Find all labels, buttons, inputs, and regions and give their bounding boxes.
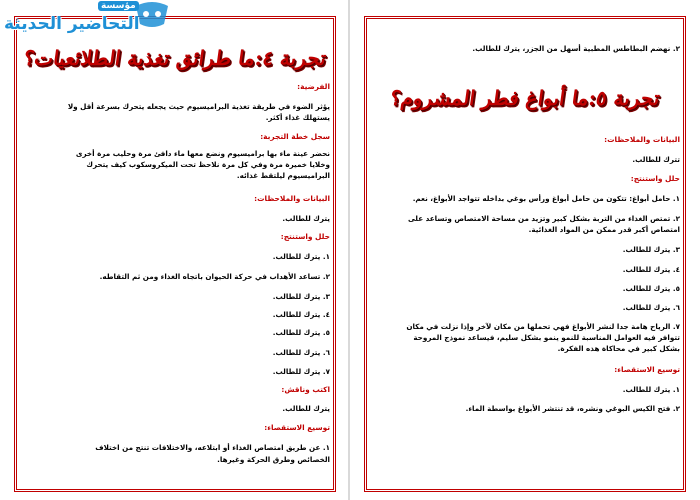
analysis-item: ٧. الرياح هامة جدا لنشر الأبواغ فهي تحملها من مكان لآخر وإذا نزلت في مكان [406, 322, 680, 331]
plan-line-1: نحضر عينة ماء بها براميسيوم ونضع معها ماء دافئ مرة وحليب مرة أخرى [75, 149, 330, 158]
analysis-item: ١. يترك للطالب. [272, 252, 330, 261]
analysis-heading: حلل واستنتج: [280, 232, 330, 241]
analysis-item: ٥. يترك للطالب. [272, 328, 330, 337]
hypothesis-line-2: يستهلك غذاء أكثر. [265, 113, 330, 122]
experiment-5-title: تجربة ٥:ما أبواغ فطر المشروم؟ [388, 86, 662, 110]
hypothesis-line-1: يؤثر الضوء في طريقة تغذية البراميسيوم حيث يجعله يتحرك بسرعة أقل ولا [67, 102, 330, 111]
data-heading: البيانات والملاحظات: [604, 135, 680, 144]
right-page [356, 6, 694, 494]
analysis-item: ٦. يترك للطالب. [622, 303, 680, 312]
analysis-item-cont: بشكل كبير في محاكاة هذه الفكرة. [557, 344, 680, 353]
left-page [6, 6, 344, 494]
logo-title: التحاضير الحديثة [4, 14, 140, 34]
logo-subtitle: مؤسسة [98, 1, 139, 11]
analysis-item: ٣. يترك للطالب. [272, 292, 330, 301]
data-text: تترك للطالب. [632, 155, 680, 164]
analysis-item: ٣. يترك للطالب. [622, 245, 680, 254]
plan-line-2: وخلايا خميرة مرة وفي كل مرة نلاحظ تحت الميكروسكوب كيف يتحرك [86, 160, 330, 169]
analysis-heading: حلل واستنتج: [630, 174, 680, 183]
expand-item: ١. يترك للطالب. [622, 385, 680, 394]
publisher-logo [0, 0, 175, 42]
analysis-item: ٤. يترك للطالب. [622, 265, 680, 274]
analysis-item: ٤. يترك للطالب. [272, 310, 330, 319]
expand-heading: توسيع الاستقصاء: [264, 423, 330, 432]
expand-heading: توسيع الاستقصاء: [614, 365, 680, 374]
analysis-item-cont: تتوافر فيه العوامل المناسبة للنمو ينمو بشكل سليم، فيساعد نموذج المروحة [413, 333, 680, 342]
hypothesis-heading: الفرضية: [297, 82, 330, 91]
expand-line-2: الخصائص وطرق الحركة وغيرها. [217, 455, 330, 464]
discuss-heading: اكتب وناقش: [281, 385, 330, 394]
expand-line-1: ١. عن طريق امتصاص الغذاء أو ابتلاعه، والاختلافات تنتج من اختلاف [95, 443, 330, 452]
analysis-item: ٢. تساعد الأهداب في حركة الحيوان باتجاه الغذاء ومن ثم التقاطه. [99, 272, 330, 281]
analysis-item: ٥. يترك للطالب. [622, 284, 680, 293]
analysis-item: ٦. يترك للطالب. [272, 348, 330, 357]
plan-heading: سجل خطة التجربة: [260, 132, 330, 141]
page-gap [348, 0, 350, 500]
data-heading: البيانات والملاحظات: [254, 194, 330, 203]
expand-item: ٢. فتح الكيس البوغي ونشره، قد تنتشر الأبواغ بواسطة الماء. [465, 404, 680, 413]
analysis-item-cont: امتصاص أكبر قدر ممكن من المواد الغذائية. [528, 225, 680, 234]
analysis-item: ٢. تمتص الغذاء من التربة بشكل كبير وتزيد من مساحة الامتصاص وتساعد على [408, 214, 680, 223]
analysis-item: ١. حامل أبواغ: تتكون من حامل أبواغ ورأس بوغي بداخله تتواجد الأبواغ، نعم. [412, 194, 680, 203]
experiment-4-title: تجربة ٤:ما طرائق تغذية الطلائعيات؟ [22, 46, 328, 70]
previous-answer-line: ٢. نهضم البطاطس المطبية أسهل من الجزر، يترك للطالب. [472, 44, 680, 53]
analysis-item: ٧. يترك للطالب. [272, 367, 330, 376]
data-text: يترك للطالب. [282, 214, 330, 223]
discuss-text: يترك للطالب. [282, 404, 330, 413]
plan-line-3: البراميسيوم ليلتقط غذائه. [236, 171, 330, 180]
